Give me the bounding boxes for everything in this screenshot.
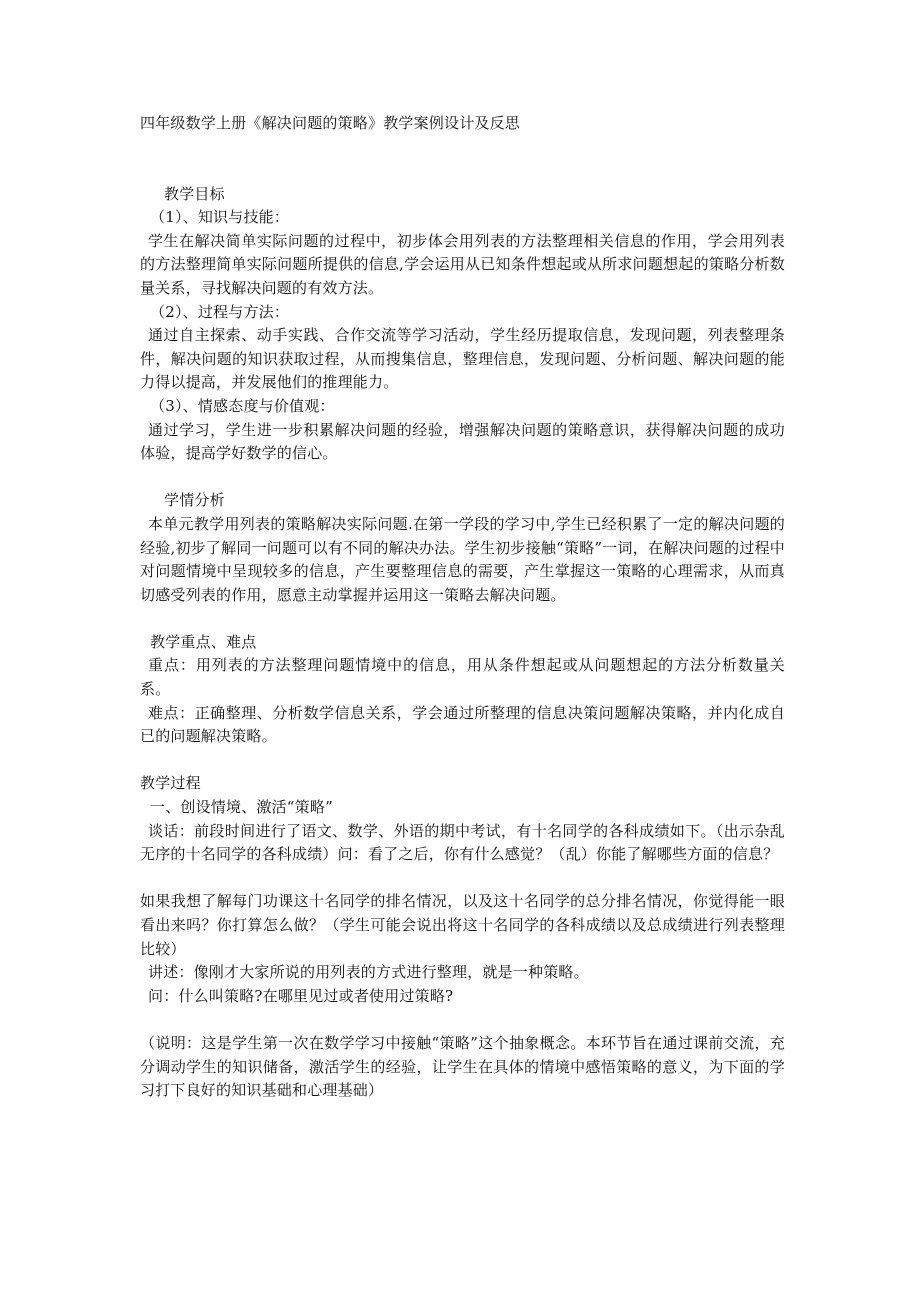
document-title: 四年级数学上册《解决问题的策略》教学案例设计及反思 xyxy=(140,114,521,132)
step1-heading: 一、创设情境、激活“策略” xyxy=(150,798,333,817)
spacer xyxy=(140,1008,785,1032)
key-point-paragraph: 重点：用列表的方法整理问题情境中的信息，用从条件想起或从问题想起的方法分析数量关系。 xyxy=(140,656,785,699)
goals-heading: 教学目标 xyxy=(164,184,225,203)
note-paragraph: （说明：这是学生第一次在数学学习中接触“策略”这个抽象概念。本环节旨在通过课前交流，充分调动学生的知识储备，激活学生的经验，让学生在具体的情境中感悟策略的意义，为下面的学习打下良好的知识基础和心理基础） xyxy=(140,1033,785,1100)
document-page xyxy=(140,112,785,1103)
analysis-heading: 学情分析 xyxy=(164,491,225,510)
question-paragraph: 问：什么叫策略?在哪里见过或者使用过策略? xyxy=(148,986,454,1005)
spacer xyxy=(140,749,785,773)
spacer xyxy=(140,867,785,891)
knowledge-paragraph: 学生在解决简单实际问题的过程中，初步体会用列表的方法整理相关信息的作用，学会用列表的方法整理简单实际问题所提供的信息,学会运用从已知条件想起或从所求问题想起的策略分析数量关系，寻找解决问题的有效方法。 xyxy=(140,231,785,297)
talk-paragraph: 谈话：前段时间进行了语文、数学、外语的期中考试，有十名同学的各科成绩如下。（出示杂乱无序的十名同学的各科成绩）问：看了之后，你有什么感觉？（乱）你能了解哪些方面的信息？ xyxy=(140,821,785,864)
explain-paragraph: 讲述：像刚才大家所说的用列表的方式进行整理，就是一种策略。 xyxy=(148,963,589,982)
teaching-process-heading: 教学过程 xyxy=(140,774,201,793)
focus-heading: 教学重点、难点 xyxy=(150,632,257,651)
analysis-paragraph: 本单元教学用列表的策略解决实际问题.在第一学段的学习中,学生已经积累了一定的解决问题的经验,初步了解同一问题可以有不同的解决办法。学生初步接触“策略”一词，在解决问题的过程中对问题情境中呈现较多的信息，产生要整理信息的需要，产生掌握这一策略的心理需求，从而真切感受列表的作用，愿意主动掌握并运用这一策略去解决问题。 xyxy=(140,514,785,604)
spacer xyxy=(140,607,785,631)
difficulty-paragraph: 难点：正确整理、分析数学信息关系，学会通过所整理的信息决策问题解决策略，并内化成自已的问题解决策略。 xyxy=(140,703,785,746)
knowledge-heading: （1）、知识与技能： xyxy=(150,208,290,227)
attitude-heading: （3）、情感态度与价值观： xyxy=(150,396,335,415)
spacer xyxy=(140,466,785,490)
process-method-heading: （2）、过程与方法： xyxy=(150,302,290,321)
process-method-paragraph: 通过自主探索、动手实践、合作交流等学习活动，学生经历提取信息，发现问题，列表整理条件，解决问题的知识获取过程，从而搜集信息，整理信息，发现问题、分析问题、解决问题的能力得以提高，并发展他们的推理能力。 xyxy=(140,326,785,392)
attitude-paragraph: 通过学习，学生进一步积累解决问题的经验，增强解决问题的策略意识，获得解决问题的成功体验，提高学好数学的信心。 xyxy=(140,420,785,463)
ranking-paragraph: 如果我想了解每门功课这十名同学的排名情况，以及这十名同学的总分排名情况，你觉得能一眼看出来吗？你打算怎么做？（学生可能会说出将这十名同学的各科成绩以及总成绩进行列表整理比较） xyxy=(140,892,785,958)
